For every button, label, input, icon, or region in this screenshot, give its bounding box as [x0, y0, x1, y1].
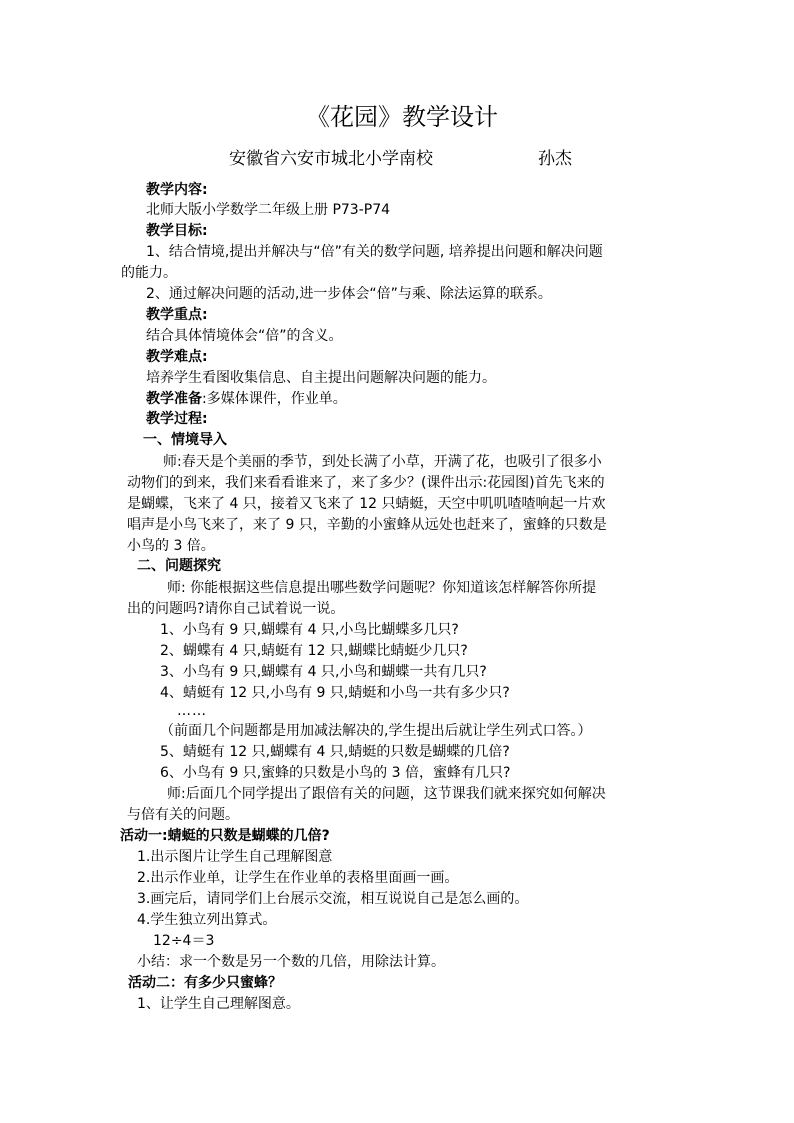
equation: 12÷4＝3: [153, 933, 215, 949]
question-item: 4、蜻蜓有 12 只,小鸟有 9 只,蜻蜓和小鸟一共有多少只?: [160, 685, 510, 701]
activity-heading-2: 活动二：有多少只蜜蜂？: [128, 975, 282, 991]
school-name: 安徽省六安市城北小学南校: [229, 149, 433, 169]
activity-step: 1.出示图片让学生自己理解图意: [137, 849, 333, 865]
activity-step: 4.学生独立列出算式。: [137, 912, 277, 928]
question-item: 3、小鸟有 9 只,蝴蝶有 4 只,小鸟和蝴蝶一共有几只?: [160, 664, 487, 680]
text-line: 唱声是小鸟飞来了，来了 9 只，辛勤的小蜜蜂从远处也赶来了，蜜蜂的只数是: [127, 517, 607, 533]
preparation-text: :多媒体课件，作业单。: [202, 391, 347, 407]
section-heading-key-points: 教学重点:: [146, 307, 208, 323]
text-line: 的能力。: [121, 265, 177, 281]
question-item: 1、小鸟有 9 只,蝴蝶有 4 只,小鸟比蝴蝶多几只?: [160, 622, 459, 638]
text-line: 是蝴蝶，飞来了 4 只，接着又飞来了 12 只蜻蜓，天空中叽叽喳喳响起一片欢: [127, 496, 606, 512]
question-item: 2、蝴蝶有 4 只,蜻蜓有 12 只,蝴蝶比蜻蜓少几只?: [160, 643, 468, 659]
activity-step: 2.出示作业单，让学生在作业单的表格里面画一画。: [137, 870, 459, 886]
question-item: 6、小鸟有 9 只,蜜蜂的只数是小鸟的 3 倍，蜜蜂有几只?: [160, 765, 511, 781]
text-line: 师:后面几个同学提出了跟倍有关的问题，这节课我们就来探究如何解决: [167, 786, 606, 802]
text-line: 师: 你能根据这些信息提出哪些数学问题呢？你知道该怎样解答你所提: [167, 580, 597, 596]
text-line: 北师大版小学数学二年级上册 P73-P74: [146, 202, 391, 218]
question-item: 5、蜻蜓有 12 只,蝴蝶有 4 只,蜻蜓的只数是蝴蝶的几倍?: [160, 744, 510, 760]
activity-step: 3.画完后，请同学们上台展示交流，相互说说自己是怎么画的。: [137, 891, 529, 907]
text-line: 培养学生看图收集信息、自主提出问题解决问题的能力。: [146, 370, 496, 386]
text-line-preparation: [146, 389, 347, 409]
text-line: 出的问题吗?请你自己试着说一说。: [127, 601, 345, 617]
summary-line: 小结：求一个数是另一个数的几倍，用除法计算。: [137, 954, 445, 970]
text-line: 2、通过解决问题的活动,进一步体会“倍”与乘、除法运算的联系。: [146, 286, 552, 302]
text-line: 小鸟的 3 倍。: [127, 538, 215, 554]
section-heading-process: 教学过程:: [146, 411, 208, 427]
text-line: 与倍有关的问题。: [127, 807, 239, 823]
section-heading-difficulties: 教学难点:: [146, 349, 208, 365]
text-line: （前面几个问题都是用加减法解决的,学生提出后就让学生列式口答。）: [160, 723, 592, 739]
section-heading-preparation: 教学准备: [146, 391, 202, 407]
ellipsis: ……: [177, 703, 207, 719]
author-name: 孙杰: [538, 149, 572, 169]
section-heading-content: 教学内容:: [146, 182, 208, 198]
text-line: 1、结合情境,提出并解决与“倍”有关的数学问题, 培养提出问题和解决问题: [146, 244, 603, 260]
activity-step: 1、让学生自己理解图意。: [137, 996, 300, 1012]
part-heading-2: 二、问题探究: [137, 558, 221, 574]
text-line: 师:春天是个美丽的季节，到处长满了小草，开满了花，也吸引了很多小: [163, 454, 602, 470]
section-heading-goals: 教学目标:: [146, 223, 208, 239]
page-title: 《花园》教学设计: [306, 103, 498, 131]
part-heading-1: 一、情境导入: [143, 432, 227, 448]
activity-heading-1: 活动一:蜻蜓的只数是蝴蝶的几倍?: [120, 828, 330, 844]
text-line: 动物们的到来，我们来看看谁来了，来了多少？(课件出示:花园图)首先飞来的: [127, 475, 605, 491]
text-line: 结合具体情境体会“倍”的含义。: [146, 328, 343, 344]
